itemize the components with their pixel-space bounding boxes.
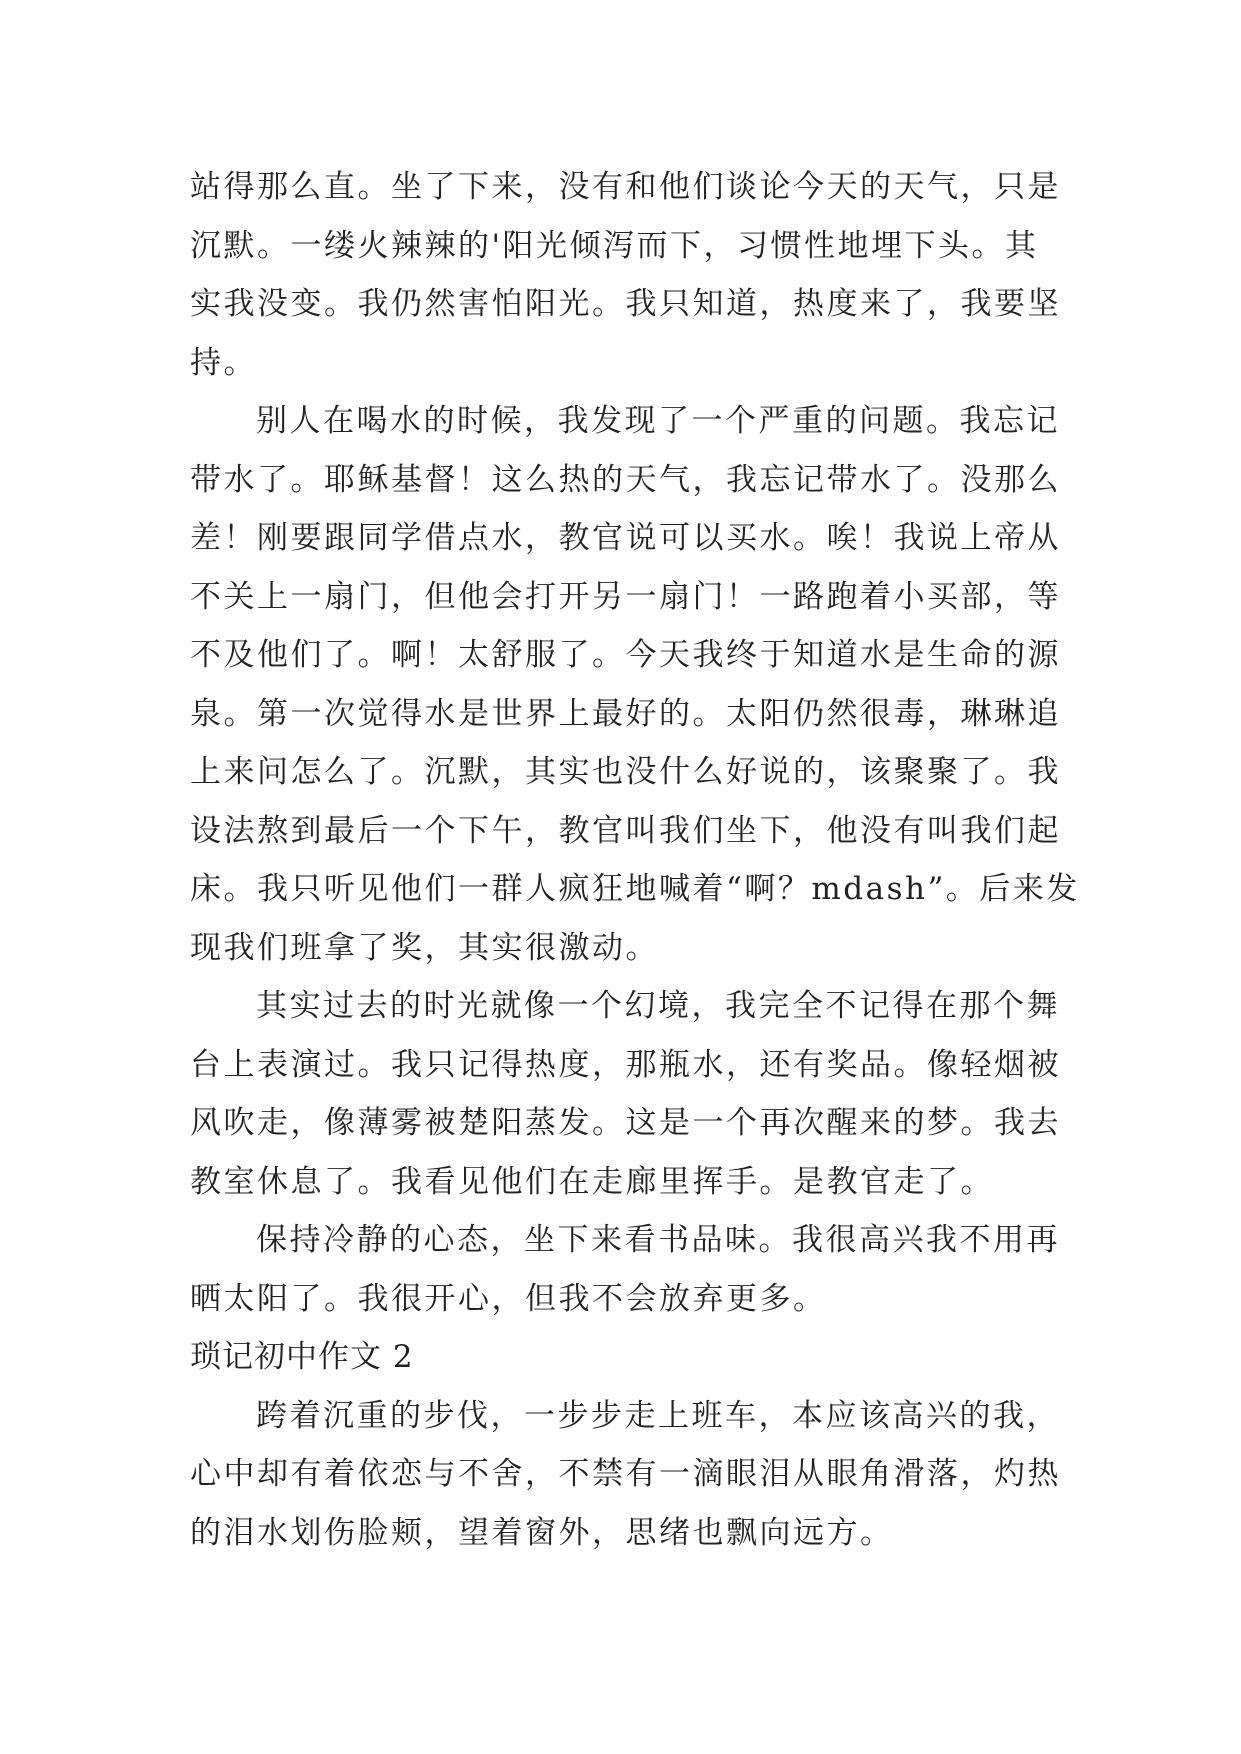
text-line: 设法熬到最后一个下午，教官叫我们坐下，他没有叫我们起 bbox=[190, 812, 1061, 849]
section-heading: 琐记初中作文 2 bbox=[190, 1339, 414, 1375]
text-line: 实我没变。我仍然害怕阳光。我只知道，热度来了，我要坚 bbox=[190, 286, 1061, 322]
text-line: 持。 bbox=[190, 344, 257, 381]
text-line: 心中却有着依恋与不舍，不禁有一滴眼泪从眼角滑落，灼热 bbox=[190, 1456, 1061, 1492]
paragraph-first-line: 别人在喝水的时候，我发现了一个严重的问题。我忘记 bbox=[256, 403, 1060, 439]
document-body bbox=[190, 158, 1080, 1562]
text-line: 站得那么直。坐了下来，没有和他们谈论今天的天气，只是 bbox=[190, 169, 1061, 205]
text-line: 沉默。一缕火辣辣的'阳光倾泻而下，习惯性地埋下头。其 bbox=[190, 227, 1039, 264]
text-line: 带水了。耶稣基督！这么热的天气，我忘记带水了。没那么 bbox=[190, 461, 1061, 498]
text-line: 教室休息了。我看见他们在走廊里挥手。是教官走了。 bbox=[190, 1163, 994, 1200]
text-line: 台上表演过。我只记得热度，那瓶水，还有奖品。像轻烟被 bbox=[190, 1046, 1061, 1083]
text-line: 上来问怎么了。沉默，其实也没什么好说的，该聚聚了。我 bbox=[190, 754, 1061, 790]
text-line: 差！刚要跟同学借点水，教官说可以买水。唉！我说上帝从 bbox=[190, 520, 1061, 556]
paragraph-first-line: 跨着沉重的步伐，一步步走上班车，本应该高兴的我， bbox=[256, 1397, 1060, 1434]
paragraph-first-line: 保持冷静的心态，坐下来看书品味。我很高兴我不用再 bbox=[256, 1222, 1060, 1258]
text-line: 泉。第一次觉得水是世界上最好的。太阳仍然很毒，琳琳追 bbox=[190, 695, 1061, 732]
text-line: 现我们班拿了奖，其实很激动。 bbox=[190, 929, 659, 966]
text-line: 不关上一扇门，但他会打开另一扇门！一路跑着小买部，等 bbox=[190, 578, 1061, 615]
text-line: 床。我只听见他们一群人疯狂地喊着“啊？mdash”。后来发 bbox=[190, 871, 1080, 907]
paragraph-first-line: 其实过去的时光就像一个幻境，我完全不记得在那个舞 bbox=[256, 988, 1060, 1024]
text-line: 风吹走，像薄雾被楚阳蒸发。这是一个再次醒来的梦。我去 bbox=[190, 1105, 1061, 1141]
text-line: 晒太阳了。我很开心，但我不会放弃更多。 bbox=[190, 1280, 827, 1317]
text-line: 的泪水划伤脸颊，望着窗外，思绪也飘向远方。 bbox=[190, 1514, 894, 1551]
text-line: 不及他们了。啊！太舒服了。今天我终于知道水是生命的源 bbox=[190, 637, 1061, 673]
